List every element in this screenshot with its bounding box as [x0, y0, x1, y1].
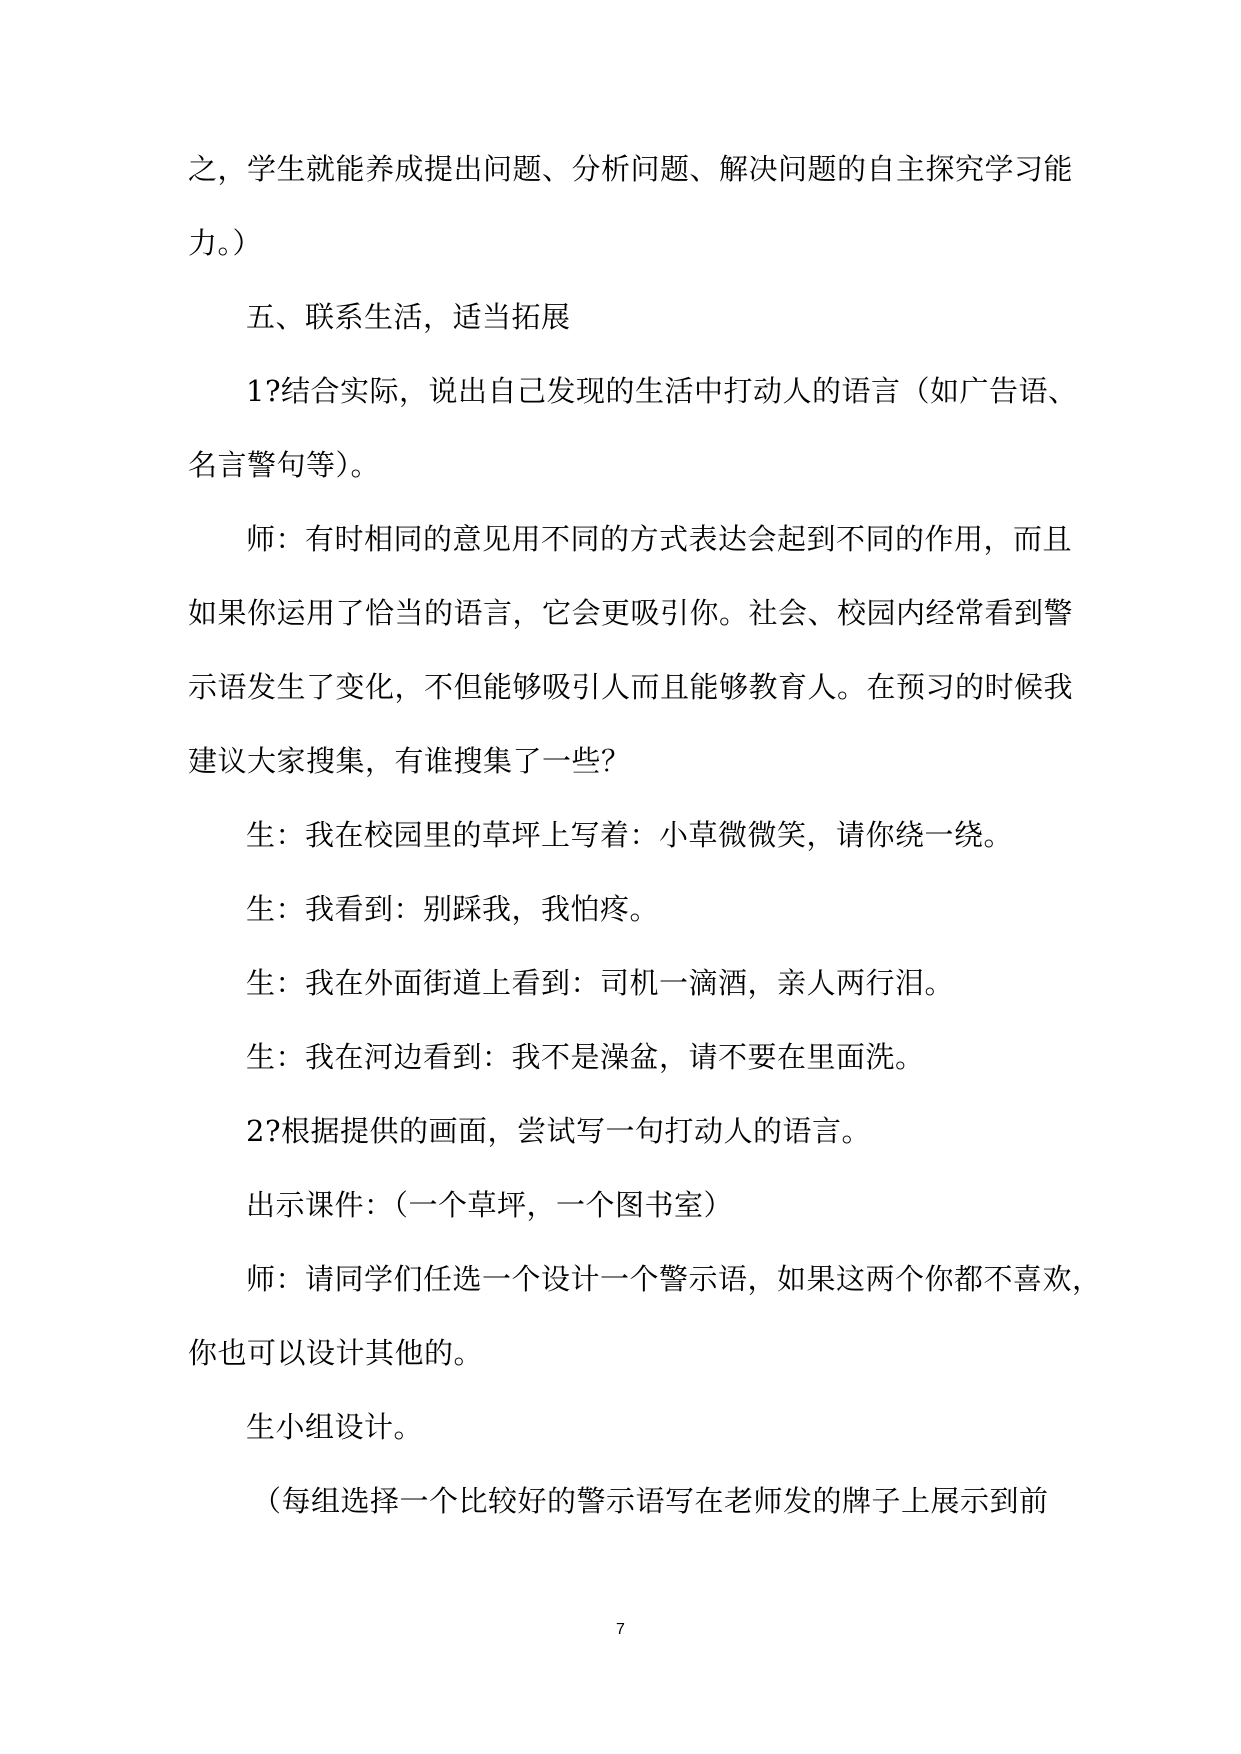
text-line: 师：有时相同的意见用不同的方式表达会起到不同的作用，而且 — [246, 522, 1073, 556]
text-line: 如果你运用了恰当的语言，它会更吸引你。社会、校园内经常看到警 — [188, 596, 1074, 630]
text-line: 生：我在外面街道上看到：司机一滴酒，亲人两行泪。 — [246, 966, 955, 1000]
text-line: 力。） — [188, 226, 263, 260]
text-line: 你也可以设计其他的。 — [188, 1336, 484, 1370]
text-line: 生：我看到：别踩我，我怕疼。 — [246, 892, 660, 926]
text-line: 生：我在河边看到：我不是澡盆，请不要在里面洗。 — [246, 1040, 925, 1074]
text-line: 师：请同学们任选一个设计一个警示语，如果这两个你都不喜欢， — [246, 1262, 1102, 1296]
body-text — [188, 132, 1102, 1538]
page-number: 7 — [616, 1621, 625, 1638]
text-line: 生：我在校园里的草坪上写着：小草微微笑，请你绕一绕。 — [246, 818, 1014, 852]
text-line: 建议大家搜集，有谁搜集了一些？ — [188, 744, 631, 778]
text-line: 名言警句等）。 — [188, 448, 381, 482]
text-line: 示语发生了变化，不但能够吸引人而且能够教育人。在预习的时候我 — [188, 670, 1074, 704]
text-line: （每组选择一个比较好的警示语写在老师发的牌子上展示到前 — [252, 1484, 1049, 1518]
section-heading: 五、联系生活，适当拓展 — [246, 300, 571, 334]
text-line: 2?根据提供的画面，尝试写一句打动人的语言。 — [246, 1114, 871, 1148]
text-line: 生小组设计。 — [246, 1410, 424, 1444]
text-line: 1?结合实际，说出自己发现的生活中打动人的语言（如广告语、 — [246, 374, 1078, 408]
text-line: 出示课件：（一个草坪，一个图书室） — [246, 1188, 734, 1222]
text-line: 之，学生就能养成提出问题、分析问题、解决问题的自主探究学习能 — [188, 152, 1074, 186]
